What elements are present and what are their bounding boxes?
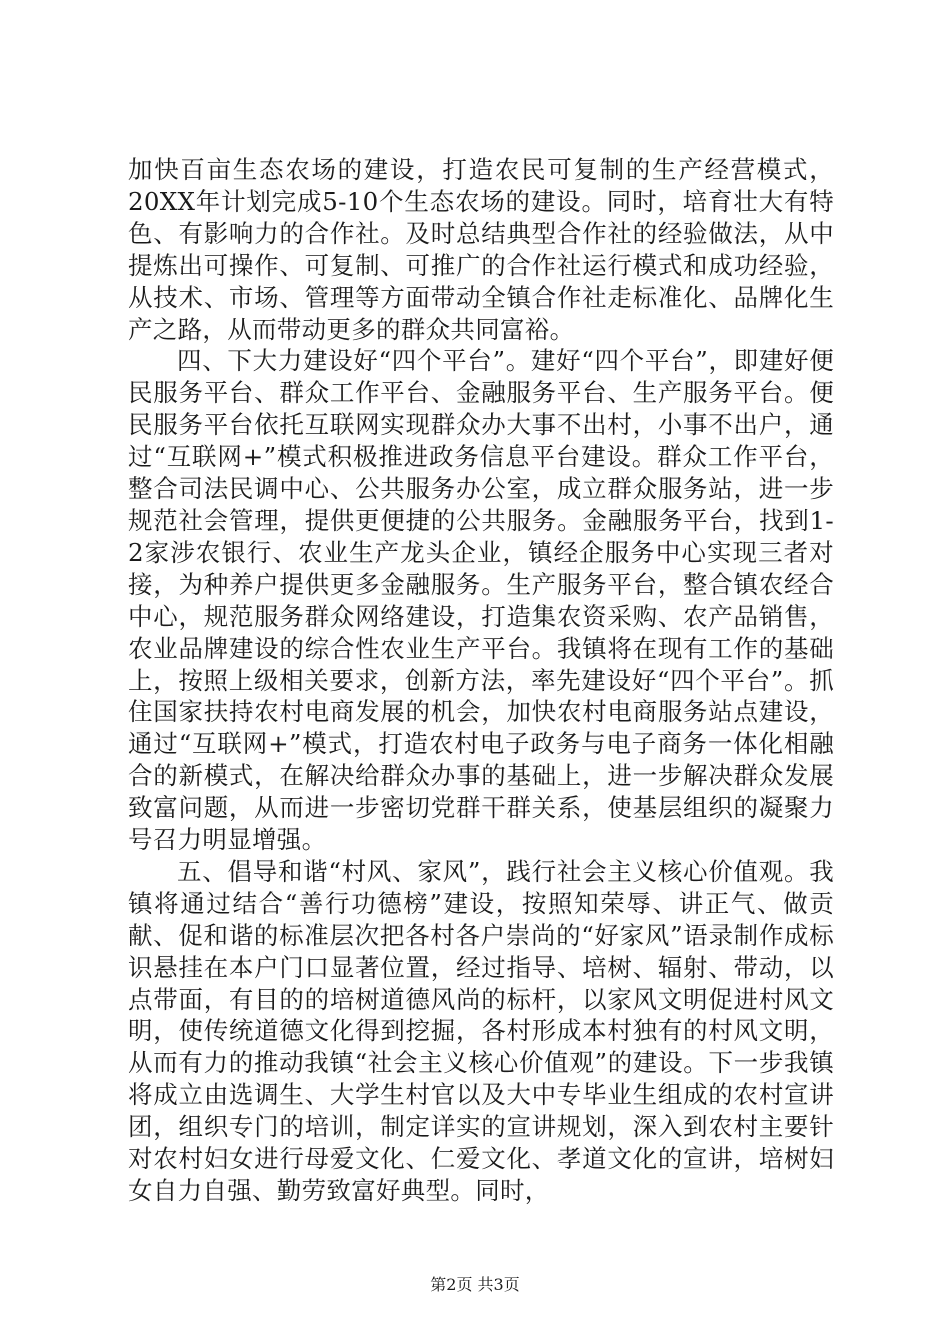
page-footer: 第2页 共3页 xyxy=(430,1275,520,1294)
paragraph-1: 加快百亩生态农场的建设，打造农民可复制的生产经营模式，20XX年计划完成5-10个生态农场的建设。同时，培育壮大有特色、有影响力的合作社。及时总结典型合作社的经验做法，从中提炼出可操作、可复制、可推广的合作社运行模式和成功经验，从技术、市场、管理等方面带动全镇合作社走标准化、品牌化生产之路，从而带动更多的群众共同富裕。 xyxy=(128,155,834,344)
document-body xyxy=(128,154,834,1207)
paragraph-3: 五、倡导和谐“村风、家风”，践行社会主义核心价值观。我镇将通过结合“善行功德榜”建设，按照知荣辱、讲正气、做贡献、促和谐的标准层次把各村各户崇尚的“好家风”语录制作成标识悬挂在本户门口显著位置，经过指导、培树、辐射、带动，以点带面，有目的的培树道德风尚的标杆，以家风文明促进村风文明，使传统道德文化得到挖掘，各村形成本村独有的村风文明，从而有力的推动我镇“社会主义核心价值观”的建设。下一步我镇将成立由选调生、大学生村官以及大中专毕业生组成的农村宣讲团，组织专门的培训，制定详实的宣讲规划，深入到农村主要针对农村妇女进行母爱文化、仁爱文化、孝道文化的宣讲，培树妇女自力自强、勤劳致富好典型。同时， xyxy=(128,856,834,1205)
paragraph-2: 四、下大力建设好“四个平台”。建好“四个平台”，即建好便民服务平台、群众工作平台、金融服务平台、生产服务平台。便民服务平台依托互联网实现群众办大事不出村，小事不出户，通过“互联网+”模式积极推进政务信息平台建设。群众工作平台，整合司法民调中心、公共服务办公室，成立群众服务站，进一步规范社会管理，提供更便捷的公共服务。金融服务平台，找到1-2家涉农银行、农业生产龙头企业，镇经企服务中心实现三者对接，为种养户提供更多金融服务。生产服务平台，整合镇农经合中心，规范服务群众网络建设，打造集农资采购、农产品销售，农业品牌建设的综合性农业生产平台。我镇将在现有工作的基础上，按照上级相关要求，创新方法，率先建设好“四个平台”。抓住国家扶持农村电商发展的机会，加快农村电商服务站点建设，通过“互联网+”模式，打造农村电子政务与电子商务一体化相融合的新模式，在解决给群众办事的基础上，进一步解决群众发展致富问题，从而进一步密切党群干群关系，使基层组织的凝聚力号召力明显增强。 xyxy=(128,346,834,855)
